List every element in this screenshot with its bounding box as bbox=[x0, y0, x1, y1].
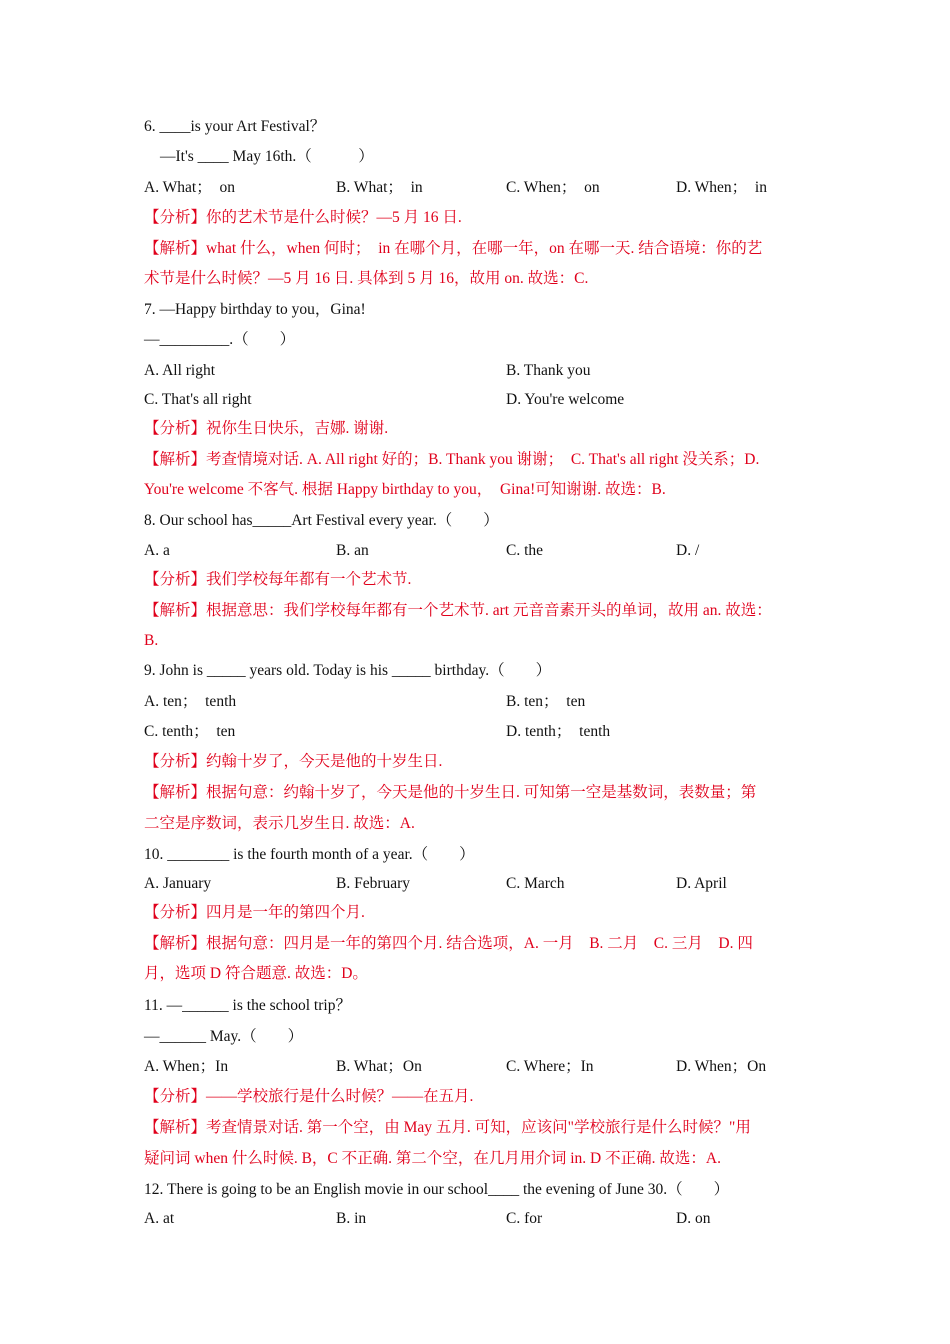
question-9-option-d: D. tenth； tenth bbox=[506, 723, 611, 740]
question-9-explanation-line-2: 二空是序数词，表示几岁生日. 故选：A. bbox=[144, 815, 415, 832]
question-9-option-c: C. tenth； ten bbox=[144, 723, 236, 740]
question-6-reply: —It's ____ May 16th.（ ） bbox=[160, 148, 374, 165]
question-9-option-b: B. ten； ten bbox=[506, 693, 586, 710]
question-6-analysis: 【分析】你的艺术节是什么时候？—5 月 16 日. bbox=[144, 209, 462, 226]
question-12-stem: 12. There is going to be an English movie in our school____ the evening of June 30.（ ） bbox=[144, 1181, 730, 1198]
question-6-option-a: A. What； on bbox=[144, 179, 235, 196]
question-11-explanation-line-2: 疑问词 when 什么时候. B，C 不正确. 第二个空，在几月用介词 in. D 不正确. 故选：A. bbox=[144, 1150, 721, 1167]
question-8-option-c: C. the bbox=[506, 542, 544, 559]
question-11-reply: —______ May.（ ） bbox=[144, 1028, 304, 1045]
question-8-explanation-line-2: B. bbox=[144, 632, 159, 649]
question-7-explanation-line-1: 【解析】考查情境对话. A. All right 好的；B. Thank you 谢谢； C. That's all right 没关系；D. bbox=[144, 451, 760, 468]
question-7-analysis: 【分析】祝你生日快乐，吉娜. 谢谢. bbox=[144, 420, 389, 437]
question-6-explanation-line-1: 【解析】what 什么，when 何时； in 在哪个月，在哪一年，on 在哪一天. 结合语境：你的艺 bbox=[144, 240, 763, 257]
question-8-option-b: B. an bbox=[336, 542, 369, 559]
question-7-option-a: A. All right bbox=[144, 362, 216, 379]
question-8-option-d: D. / bbox=[676, 542, 700, 559]
question-11-option-b: B. What；On bbox=[336, 1058, 422, 1075]
question-11-option-c: C. Where；In bbox=[506, 1058, 594, 1075]
question-8-explanation-line-1: 【解析】根据意思：我们学校每年都有一个艺术节. art 元音音素开头的单词，故用 an. 故选： bbox=[144, 602, 772, 619]
question-7-option-d: D. You're welcome bbox=[506, 391, 625, 408]
question-6-option-c: C. When； on bbox=[506, 179, 600, 196]
question-12-option-b: B. in bbox=[336, 1210, 367, 1227]
question-6-option-d: D. When； in bbox=[676, 179, 767, 196]
question-12-option-d: D. on bbox=[676, 1210, 711, 1227]
question-9-stem: 9. John is _____ years old. Today is his _____ birthday.（ ） bbox=[144, 662, 552, 679]
question-11-stem: 11. —______ is the school trip？ bbox=[144, 997, 351, 1014]
question-10-stem: 10. ________ is the fourth month of a year.（ ） bbox=[144, 846, 475, 863]
question-11-option-d: D. When；On bbox=[676, 1058, 767, 1075]
question-12-option-a: A. at bbox=[144, 1210, 175, 1227]
question-10-option-c: C. March bbox=[506, 875, 565, 892]
question-10-analysis: 【分析】四月是一年的第四个月. bbox=[144, 904, 365, 921]
question-10-option-a: A. January bbox=[144, 875, 212, 892]
question-6-option-b: B. What； in bbox=[336, 179, 423, 196]
question-7-reply: —_________.（ ） bbox=[144, 331, 296, 348]
question-6-explanation-line-2: 术节是什么时候？—5 月 16 日. 具体到 5 月 16，故用 on. 故选：C. bbox=[144, 270, 589, 287]
question-6-stem: 6. ____is your Art Festival？ bbox=[144, 118, 326, 135]
question-11-analysis: 【分析】——学校旅行是什么时候？——在五月. bbox=[144, 1088, 474, 1105]
question-7-explanation-line-2: You're welcome 不客气. 根据 Happy birthday to you， Gina!可知谢谢. 故选：B. bbox=[144, 481, 666, 498]
question-10-option-b: B. February bbox=[336, 875, 411, 892]
question-7-stem: 7. —Happy birthday to you，Gina! bbox=[144, 301, 366, 318]
question-11-option-a: A. When；In bbox=[144, 1058, 229, 1075]
question-9-option-a: A. ten； tenth bbox=[144, 693, 237, 710]
question-9-analysis: 【分析】约翰十岁了，今天是他的十岁生日. bbox=[144, 753, 443, 770]
question-8-option-a: A. a bbox=[144, 542, 170, 559]
question-8-stem: 8. Our school has_____Art Festival every year.（ ） bbox=[144, 512, 499, 529]
question-10-explanation-line-1: 【解析】根据句意：四月是一年的第四个月. 结合选项，A. 一月 B. 二月 C. 三月 D. 四 bbox=[144, 935, 753, 952]
question-7-option-c: C. That's all right bbox=[144, 391, 252, 408]
question-12-option-c: C. for bbox=[506, 1210, 543, 1227]
question-9-explanation-line-1: 【解析】根据句意：约翰十岁了，今天是他的十岁生日. 可知第一空是基数词，表数量；第 bbox=[144, 784, 757, 801]
question-7-option-b: B. Thank you bbox=[506, 362, 591, 379]
question-8-analysis: 【分析】我们学校每年都有一个艺术节. bbox=[144, 571, 412, 588]
question-10-explanation-line-2: 月，选项 D 符合题意. 故选：D。 bbox=[144, 965, 368, 982]
question-10-option-d: D. April bbox=[676, 875, 727, 892]
question-11-explanation-line-1: 【解析】考查情景对话. 第一个空，由 May 五月. 可知，应该问"学校旅行是什么时候？"用 bbox=[144, 1119, 751, 1136]
